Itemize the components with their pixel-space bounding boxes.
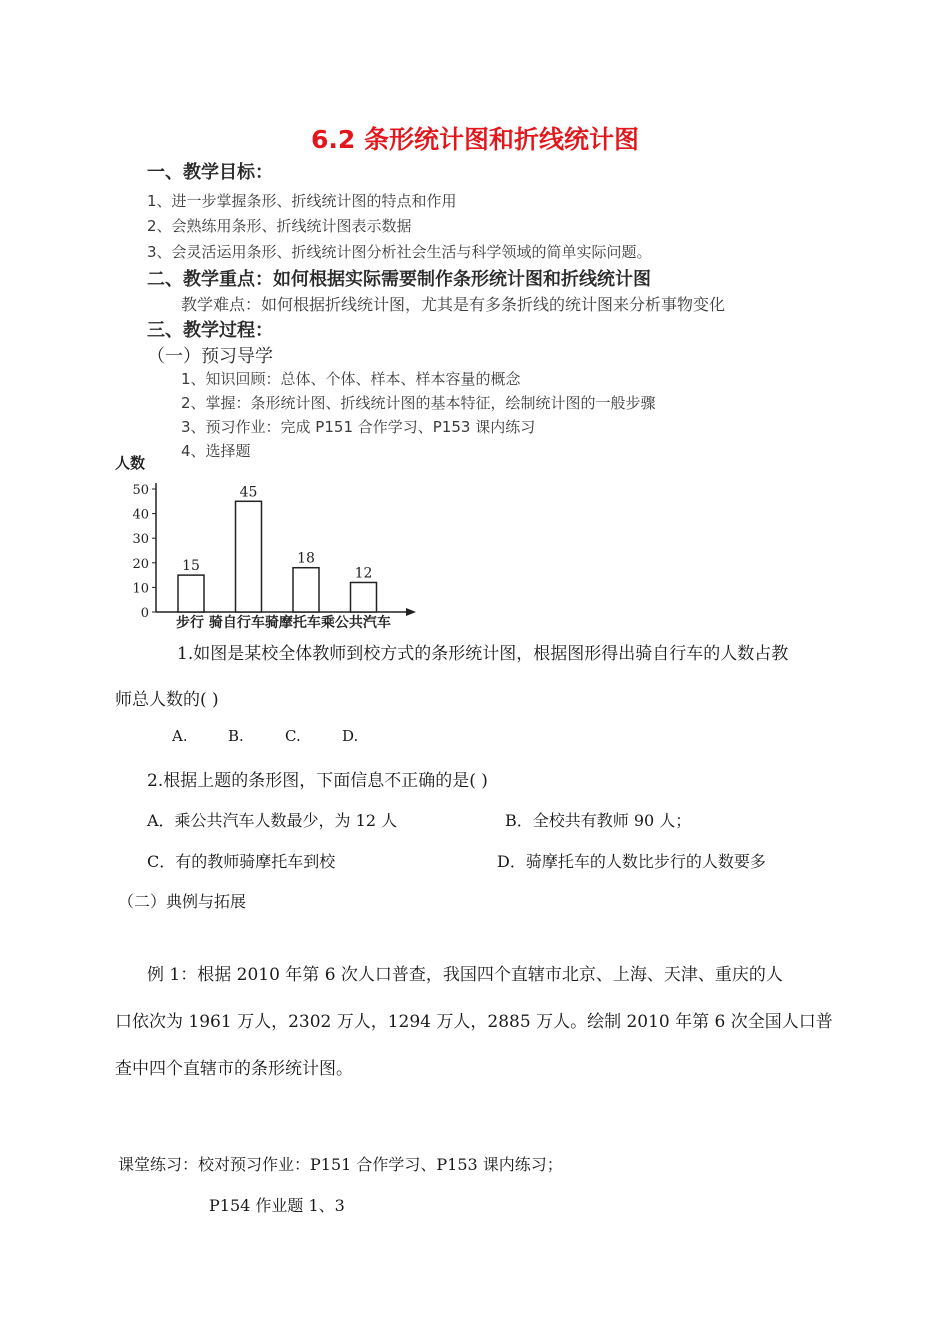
objective-item: 2、会熟练用条形、折线统计图表示数据	[147, 217, 412, 235]
question-1-line1: 1.如图是某校全体教师到校方式的条形统计图，根据图形得出骑自行车的人数占教	[177, 644, 789, 664]
x-axis-arrow	[406, 608, 416, 616]
bar	[351, 582, 377, 612]
bar-value-label: 45	[239, 484, 258, 501]
bar-value-label: 12	[354, 565, 373, 582]
bar-value-label: 15	[182, 558, 200, 575]
q1-option-b: B.	[228, 727, 244, 745]
q2-option-c: C．有的教师骑摩托车到校	[147, 852, 336, 871]
y-tick-label: 40	[132, 507, 149, 523]
process-item: 4、选择题	[181, 442, 251, 460]
bar	[293, 568, 319, 612]
example-line3: 查中四个直辖市的条形统计图。	[115, 1059, 353, 1079]
y-tick-label: 0	[140, 606, 149, 621]
y-tick-label: 10	[132, 581, 149, 597]
process-item: 1、知识回顾：总体、个体、样本、样本容量的概念	[181, 370, 521, 388]
bar	[178, 575, 204, 612]
q2-option-d: D．骑摩托车的人数比步行的人数要多	[497, 852, 766, 871]
y-tick-label: 50	[132, 483, 149, 498]
q1-option-a: A.	[172, 727, 188, 745]
objectives-heading: 一、教学目标：	[147, 162, 273, 183]
example-line1: 例 1：根据 2010 年第 6 次人口普查，我国四个直辖市北京、上海、天津、重庆的人	[147, 965, 783, 985]
x-axis-category-labels: 步行 骑自行车骑摩托车乘公共汽车	[176, 615, 391, 631]
q2-option-b: B．全校共有教师 90 人；	[505, 811, 692, 830]
q1-option-c: C.	[285, 727, 301, 745]
question-2-stem: 2.根据上题的条形图，下面信息不正确的是( )	[147, 771, 488, 791]
objective-item: 1、进一步掌握条形、折线统计图的特点和作用	[147, 192, 457, 210]
practice-line2: P154 作业题 1、3	[209, 1196, 345, 1215]
practice-line1: 课堂练习：校对预习作业：P151 合作学习、P153 课内练习；	[118, 1155, 563, 1174]
y-tick-label: 30	[132, 532, 149, 548]
objective-item: 3、会灵活运用条形、折线统计图分析社会生活与科学领域的简单实际问题。	[147, 243, 652, 261]
process-item-clip	[170, 438, 690, 460]
bar-chart	[110, 452, 430, 632]
process-item: 3、预习作业：完成 P151 合作学习、P153 课内练习	[181, 418, 536, 436]
y-tick-label: 20	[132, 556, 149, 572]
key-point: 二、教学重点：如何根据实际需要制作条形统计图和折线统计图	[147, 269, 651, 290]
process-item: 2、掌握：条形统计图、折线统计图的基本特征，绘制统计图的一般步骤	[181, 394, 656, 412]
bar	[236, 501, 262, 612]
process-subheading: （一）预习导学	[147, 346, 273, 367]
page-title: 6.2 条形统计图和折线统计图	[311, 125, 639, 154]
q2-option-a: A．乘公共汽车人数最少，为 12 人	[147, 811, 398, 830]
bar-value-label: 18	[297, 550, 315, 567]
question-1-line2: 师总人数的( )	[115, 690, 219, 710]
process-heading: 三、教学过程：	[147, 320, 273, 341]
q1-option-d: D.	[342, 727, 359, 745]
difficulty: 教学难点：如何根据折线统计图，尤其是有多条折线的统计图来分析事物变化	[181, 295, 726, 314]
section-2-heading: （二）典例与拓展	[118, 892, 247, 911]
y-axis-label: 人数	[115, 454, 146, 472]
example-line2: 口依次为 1961 万人，2302 万人，1294 万人，2885 万人。绘制 2010 年第 6 次全国人口普	[115, 1012, 833, 1032]
